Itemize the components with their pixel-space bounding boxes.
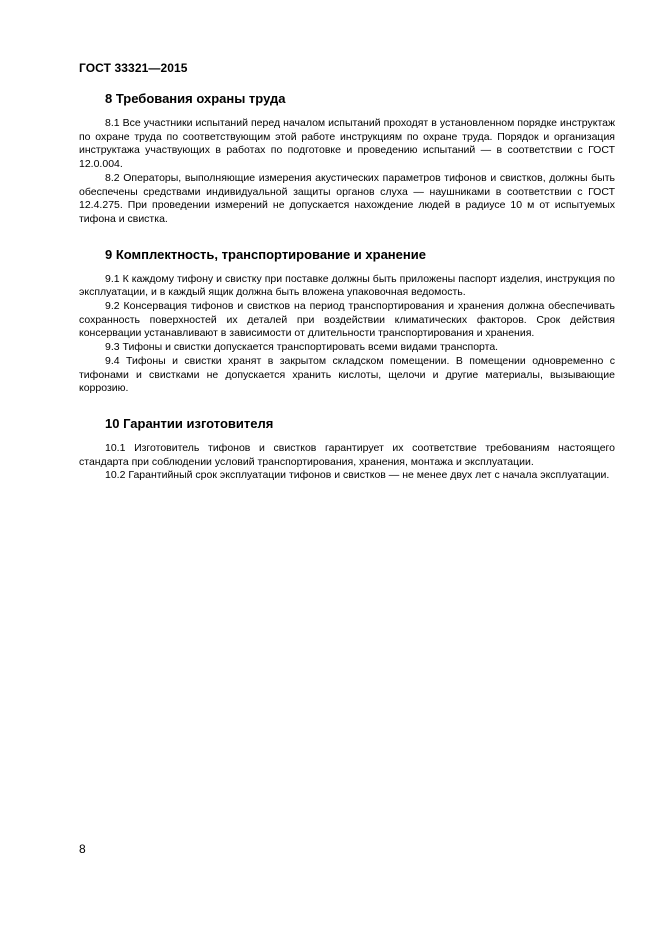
- paragraph-10-2: 10.2 Гарантийный срок эксплуатации тифонов и свистков — не менее двух лет с начала эксплуатации.: [105, 469, 610, 482]
- section-manufacturer-warranty: [79, 416, 615, 483]
- paragraph-8-1: 8.1 Все участники испытаний перед началом испытаний проходят в установленном порядке инструктаж по охране труда по соответствующим этой работе инструкциям по охране труда. Порядок и организация инструктажа участвующих в работах по подготовке и проведению испытаний — в соответствии с ГОСТ 12.0.004.: [79, 117, 615, 171]
- paragraph-9-3: 9.3 Тифоны и свистки допускается транспортировать всеми видами транспорта.: [105, 341, 499, 354]
- section-completeness-transport-storage: [79, 247, 615, 396]
- document-header-title: ГОСТ 33321—2015: [79, 61, 188, 75]
- section-title: 10 Гарантии изготовителя: [105, 415, 274, 431]
- paragraph-10-1: 10.1 Изготовитель тифонов и свистков гарантирует их соответствие требованиям настоящего стандарта при соблюдении условий транспортирования, хранения, монтажа и эксплуатации.: [79, 441, 615, 468]
- page-number: 8: [79, 842, 86, 856]
- section-labor-protection: [79, 91, 615, 227]
- paragraph-9-4: 9.4 Тифоны и свистки хранят в закрытом складском помещении. В помещении одновременно с тифонами и свистками не допускается хранить кислоты, щелочи и другие материалы, вызывающие коррозию.: [79, 354, 615, 395]
- paragraph-8-2: 8.2 Операторы, выполняющие измерения акустических параметров тифонов и свистков, должны быть обеспечены средствами индивидуальной защиты органов слуха — наушниками в соответствии с ГОСТ 12.4.275. При проведении измерений не допускается нахождение людей в радиусе 10 м от испытуемых тифона и свистка.: [79, 171, 615, 225]
- paragraph-9-2: 9.2 Консервация тифонов и свистков на период транспортирования и хранения должна обеспечивать сохранность поверхностей их деталей при воздействии климатических факторов. Срок действия консервации устанавливают в зависимости от длительности транспортирования и хранения.: [79, 300, 615, 340]
- paragraph-9-1: 9.1 К каждому тифону и свистку при поставке должны быть приложены паспорт изделия, инструкция по эксплуатации, и в каждый ящик должна быть вложена упаковочная ведомость.: [79, 272, 615, 299]
- document-body: [79, 91, 615, 503]
- section-title: 9 Комплектность, транспортирование и хранение: [105, 246, 426, 262]
- section-title: 8 Требования охраны труда: [105, 91, 286, 106]
